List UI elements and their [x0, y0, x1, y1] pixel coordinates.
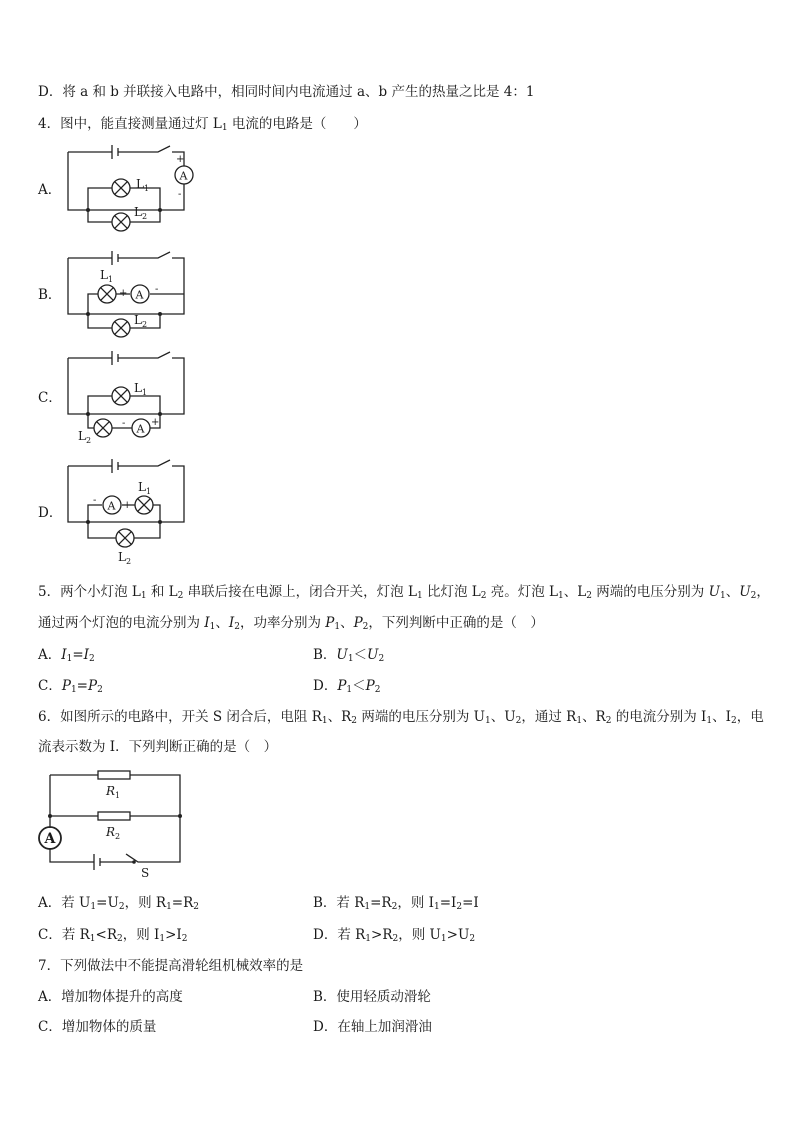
q6-sub: 2	[117, 934, 123, 944]
q6-text: ，则 R	[124, 895, 167, 911]
q5-text: 、L	[563, 584, 587, 600]
q5-text: 串联后接在电源上，闭合开关，灯泡 L	[183, 584, 417, 600]
q4-option-d-label: D．	[38, 505, 63, 521]
q6-sub: 2	[391, 902, 398, 912]
q6-text: C．若 R	[38, 927, 90, 943]
q6-sub: 1	[159, 934, 166, 944]
q5-text: 两端的电压分别为	[591, 584, 709, 600]
q6-sub: 2	[515, 716, 522, 726]
q6-text: 两端的电压分别为 U	[357, 709, 485, 725]
q6-text: 、R	[582, 709, 606, 725]
q6-sub: 2	[118, 902, 125, 912]
ammeter-label: A	[44, 831, 56, 847]
q5-var: I	[228, 615, 235, 631]
q5-sub: 2	[234, 622, 240, 632]
l1-label: L	[136, 177, 144, 191]
q6-text: >R	[371, 927, 393, 943]
q6-text: 的电流分别为 I	[611, 709, 707, 725]
q5-var: I	[83, 647, 89, 663]
q5-sub: 2	[97, 685, 103, 695]
q5-var: I	[204, 615, 210, 631]
q5-var: U	[367, 647, 379, 663]
q6-option-b	[313, 893, 479, 917]
q4-circuit-b	[60, 248, 200, 344]
q5-sub: 1	[70, 685, 77, 695]
q7-option-d: D．在轴上加润滑油	[313, 1019, 432, 1035]
q6-text: D．若 R	[313, 927, 366, 943]
q4-option-a-label: A．	[38, 182, 62, 198]
q5-sub: 2	[750, 591, 757, 601]
q5-var: U	[336, 647, 348, 663]
q6-stem-line2: 流表示数为 I．下列判断正确的是（ ）	[38, 739, 278, 755]
q5-var: I	[61, 647, 67, 663]
q6-text: =R	[370, 895, 392, 911]
q6-text: B．若 R	[313, 895, 365, 911]
q5-sub: 1	[416, 591, 423, 601]
q5-var: P	[325, 615, 335, 631]
r2-label: R	[106, 825, 116, 839]
q6-sub: 2	[605, 716, 612, 726]
q6-text: ，通过 R	[521, 709, 577, 725]
q4-option-c-label: C．	[38, 390, 62, 406]
ammeter-minus: -	[122, 418, 126, 429]
q6-text: >I	[165, 927, 182, 943]
q6-text: 6．如图所示的电路中，开关 S 闭合后，电阻 R	[38, 709, 322, 725]
q5-text: ，下列判断中正确的是（ ）	[368, 615, 544, 631]
q5-var: P	[365, 678, 375, 694]
q5-text: 通过两个灯泡的电流分别为	[38, 615, 205, 631]
q4-stem	[38, 114, 367, 138]
q4-option-b-label: B．	[38, 287, 62, 303]
q6-sub: 1	[321, 716, 328, 726]
q6-sub: 1	[485, 716, 491, 726]
ammeter-minus: -	[93, 495, 97, 506]
q5-sub: 1	[334, 622, 341, 632]
q5-text: 、	[340, 615, 354, 631]
ammeter-plus: +	[119, 288, 128, 299]
q6-text: ，则 I	[122, 927, 160, 943]
q6-text: =I	[462, 895, 479, 911]
r2-sub: 2	[115, 832, 121, 841]
ammeter-plus: +	[123, 500, 132, 511]
q6-sub: 1	[364, 902, 371, 912]
q6-sub: 1	[166, 902, 172, 912]
q5-sub: 2	[374, 685, 381, 695]
q5-text: 和 L	[146, 584, 178, 600]
q4-circuit-d	[60, 456, 200, 566]
q5-stem-line2	[38, 613, 544, 637]
q5-option-c	[38, 676, 103, 700]
q6-sub: 2	[730, 716, 737, 726]
q6-sub: 1	[90, 902, 97, 912]
q5-sub: 2	[362, 622, 369, 632]
q6-text: >U	[446, 927, 470, 943]
q7-option-a: A．增加物体提升的高度	[38, 989, 183, 1005]
q6-circuit	[38, 768, 188, 878]
q5-var: P	[87, 678, 98, 694]
l2-sub: 2	[142, 320, 148, 329]
q6-text: ，则 I	[397, 895, 434, 911]
q5-opt-label: C．	[38, 678, 62, 694]
q6-text: A．若 U	[38, 895, 91, 911]
q5-var: U	[739, 584, 751, 600]
q5-sub: 1	[719, 591, 726, 601]
q6-sub: 1	[706, 716, 713, 726]
q5-text: 亮。灯泡 L	[486, 584, 559, 600]
q6-sub: 1	[576, 716, 583, 726]
l2-label: L	[134, 205, 142, 219]
q5-sub: 2	[378, 654, 385, 664]
l1-label: L	[134, 381, 142, 395]
ammeter-minus: -	[178, 189, 182, 200]
q5-text: ，功率分别为	[239, 615, 326, 631]
q5-sub: 1	[558, 591, 564, 601]
q6-text: =I	[439, 895, 457, 911]
q5-sub: 1	[346, 685, 353, 695]
q6-text: ，电	[736, 709, 764, 725]
q5-text: =	[76, 678, 88, 694]
ammeter-plus: +	[176, 154, 185, 165]
l2-label: L	[118, 550, 126, 564]
r1-sub: 1	[115, 791, 121, 800]
ammeter-label: A	[179, 169, 188, 183]
q5-text: ＜	[353, 647, 368, 663]
ammeter-label: A	[107, 499, 116, 513]
q5-opt-label: A．	[38, 647, 62, 663]
q5-option-a	[38, 645, 95, 669]
q5-var: P	[353, 615, 363, 631]
l1-sub: 1	[142, 388, 148, 397]
q4-stem-text-2: 电流的电路是（ ）	[227, 116, 367, 132]
q5-sub: 2	[88, 654, 95, 664]
q6-text: 、R	[327, 709, 352, 725]
q5-text: 5．两个小灯泡 L	[38, 584, 141, 600]
q5-sub: 1	[209, 622, 216, 632]
l2-sub: 2	[126, 557, 132, 566]
q6-sub: 2	[392, 934, 399, 944]
ammeter-plus: +	[151, 417, 160, 428]
switch-label: S	[141, 866, 150, 880]
l1-label: L	[138, 480, 146, 494]
q5-option-b	[313, 645, 384, 669]
q5-option-d	[313, 676, 380, 700]
q6-sub: 1	[89, 934, 96, 944]
q4-stem-sub: 1	[221, 123, 228, 133]
q6-sub: 1	[365, 934, 372, 944]
q6-sub: 1	[433, 902, 440, 912]
q5-text: 比灯泡 L	[422, 584, 481, 600]
q7-option-b: B．使用轻质动滑轮	[313, 989, 431, 1005]
l1-sub: 1	[144, 184, 150, 193]
q6-sub: 2	[181, 934, 188, 944]
q5-sub: 2	[480, 591, 487, 601]
l1-sub: 1	[108, 275, 114, 284]
q6-text: =U	[96, 895, 119, 911]
ammeter-minus: -	[155, 284, 159, 295]
q5-var: P	[337, 678, 347, 694]
q6-option-c	[38, 925, 188, 949]
q5-text: 、	[215, 615, 229, 631]
q7-stem: 7．下列做法中不能提高滑轮组机械效率的是	[38, 958, 304, 974]
l2-label: L	[134, 313, 142, 327]
q5-var: U	[708, 584, 720, 600]
q5-sub: 2	[586, 591, 592, 601]
q6-sub: 2	[456, 902, 463, 912]
q6-text: =R	[171, 895, 194, 911]
q6-option-a	[38, 893, 199, 917]
q4-circuit-c	[60, 348, 200, 448]
ammeter-label: A	[135, 288, 144, 302]
q5-sub: 1	[347, 654, 354, 664]
q6-text: <R	[95, 927, 118, 943]
q6-sub: 2	[469, 934, 476, 944]
q5-sub: 1	[66, 654, 73, 664]
q5-sub: 2	[177, 591, 184, 601]
l2-sub: 2	[142, 212, 148, 221]
l2-label: L	[78, 429, 86, 443]
q6-option-d	[313, 925, 475, 949]
l1-label: L	[100, 268, 108, 282]
q5-text: ＜	[352, 678, 366, 694]
l2-sub: 2	[86, 436, 92, 445]
q4-stem-text: 4．图中，能直接测量通过灯 L	[38, 116, 222, 132]
q5-opt-label: B．	[313, 647, 337, 663]
q7-option-c: C．增加物体的质量	[38, 1019, 157, 1035]
q6-sub: 2	[193, 902, 200, 912]
r1-label: R	[106, 784, 116, 798]
q6-sub: 1	[440, 934, 447, 944]
q6-text: 、I	[712, 709, 731, 725]
q3-option-d: D．将 a 和 b 并联接入电路中，相同时间内电流通过 a、b 产生的热量之比是 4：1	[38, 84, 535, 100]
q5-opt-label: D．	[313, 678, 338, 694]
q5-text: 、	[725, 584, 740, 600]
q5-text: =	[72, 647, 84, 663]
q6-text: ，则 U	[398, 927, 441, 943]
l1-sub: 1	[146, 487, 152, 496]
ammeter-label: A	[136, 422, 145, 436]
q5-var: P	[61, 678, 71, 694]
q6-text: 、U	[490, 709, 516, 725]
q4-circuit-a	[60, 142, 200, 238]
q6-sub: 2	[351, 716, 358, 726]
q5-sub: 1	[140, 591, 147, 601]
q5-stem-line1: 5．两个小灯泡 $L_1$ 和 $L_2$ 串联后接在电源上，闭合开关，灯泡 $L_1$ 比灯泡 $L_2$ 亮。灯泡 $L_1$、$L_2$ 两端的电压分别为 $U_1$、$U_2$，	[38, 584, 770, 601]
q6-stem-line1	[38, 707, 764, 731]
